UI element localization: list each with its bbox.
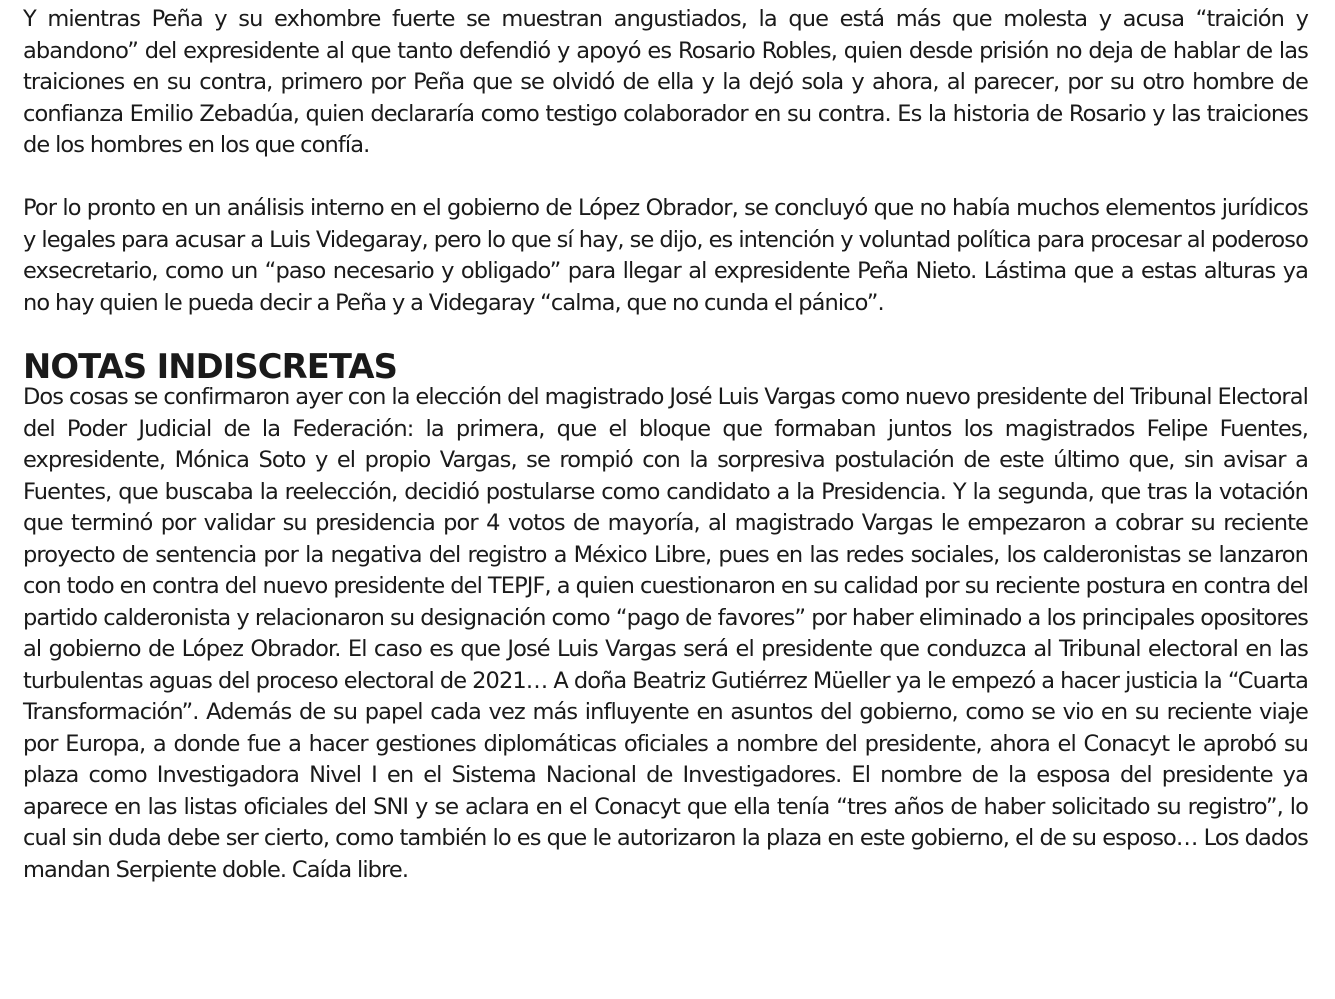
section-heading: NOTAS INDISCRETAS — [23, 346, 398, 386]
article-paragraph-2: Por lo pronto en un análisis interno en el gobierno de López Obrador, se concluyó que no había muchos elementos jurídicos y legales para acusar a Luis Videgaray, pero lo que sí hay, se dijo, es intención y voluntad política para procesar al poderoso exsecretario, como un “paso necesario y obligado” para llegar al expresidente Peña Nieto. Lástima que a estas alturas ya no hay quien le pueda decir a Peña y a Videgaray “calma, que no cunda el pánico”. — [23, 195, 1308, 316]
article-paragraph-3: Dos cosas se confirmaron ayer con la elección del magistrado José Luis Vargas como nuevo presidente del Tribunal Electoral del Poder Judicial de la Federación: la primera, que el bloque que formaban juntos los magistrados Felipe Fuentes, expresidente, Mónica Soto y el propio Vargas, se rompió con la sorpresiva postulación de este último que, sin avisar a Fuentes, que buscaba la reelección, decidió postularse como candidato a la Presidencia. Y la segunda, que tras la votación que terminó por validar su presidencia por 4 votos de mayoría, al magistrado Vargas le empezaron a cobrar su reciente proyecto de sentencia por la negativa del registro a México Libre, pues en las redes sociales, los calderonistas se lanzaron con todo en contra del nuevo presidente del TEPJF, a quien cuestionaron en su calidad por su reciente postura en contra del partido calderonista y relacionaron su designación como “pago de favores” por haber eliminado a los principales opositores al gobierno de López Obrador. El caso es que José Luis Vargas será el presidente que conduzca al Tribunal electoral en las turbulentas aguas del proceso electoral de 2021… A doña Beatriz Gutiérrez Müeller ya le empezó a hacer justicia la “Cuarta Transformación”. Además de su papel cada vez más influyente en asuntos del gobierno, como se vio en su reciente viaje por Europa, a donde fue a hacer gestiones diplomáticas oficiales a nombre del presidente, ahora el Conacyt le aprobó su plaza como Investigadora Nivel I en el Sistema Nacional de Investigadores. El nombre de la esposa del presidente ya aparece en las listas oficiales del SNI y se aclara en el Conacyt que ella tenía “tres años de haber solicitado su registro”, lo cual sin duda debe ser cierto, como también lo es que le autorizaron la plaza en este gobierno, el de su esposo… Los dados mandan Serpiente doble. Caída libre. — [23, 384, 1308, 883]
article-column — [23, 4, 1308, 886]
article-paragraph-1: Y mientras Peña y su exhombre fuerte se muestran angustiados, la que está más que molesta y acusa “traición y abandono” del expresidente al que tanto defendió y apoyó es Rosario Robles, quien desde prisión no deja de hablar de las traiciones en su contra, primero por Peña que se olvidó de ella y la dejó sola y ahora, al parecer, por su otro hombre de confianza Emilio Zebadúa, quien declararía como testigo colaborador en su contra. Es la historia de Rosario y las traiciones de los hombres en los que confía. — [23, 6, 1308, 158]
